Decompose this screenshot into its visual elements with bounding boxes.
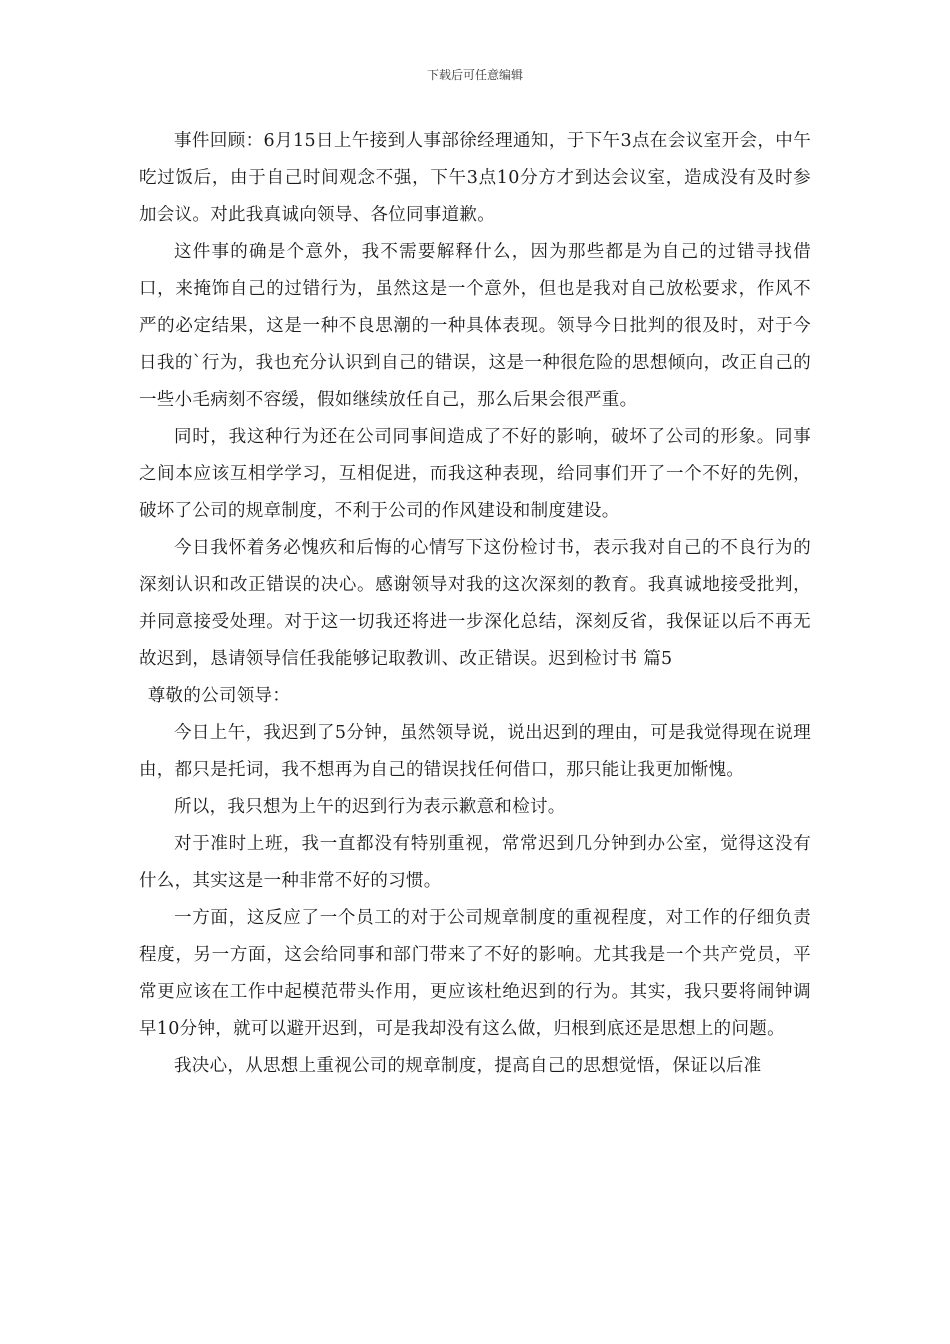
paragraph-bad-habit: 对于准时上班，我一直都没有特别重视，常常迟到几分钟到办公室，觉得这没有什么，其实这是一种非常不好的习惯。: [139, 834, 811, 891]
paragraph-no-excuse: 这件事的确是个意外，我不需要解释什么，因为那些都是为自己的过错寻找借口，来掩饰自己的过错行为，虽然这是一个意外，但也是我对自己放松要求，作风不严的必定结果，这是一种不良思潮的一种具体表现。领导今日批判的很及时，对于今日我的`行为，我也充分认识到自己的错误，这是一种很危险的思想倾向，改正自己的一些小毛病刻不容缓，假如继续放任自己，那么后果会很严重。: [139, 242, 811, 410]
paragraph-late-five-minutes: 今日上午，我迟到了5分钟，虽然领导说，说出迟到的理由，可是我觉得现在说理由，都只是托词，我不想再为自己的错误找任何借口，那只能让我更加惭愧。: [139, 723, 811, 780]
page-header: 下载后可任意编辑: [426, 68, 523, 82]
paragraph-apology: 所以，我只想为上午的迟到行为表示歉意和检讨。: [174, 797, 566, 817]
paragraph-determination: 今日我怀着务必愧疚和后悔的心情写下这份检讨书，表示我对自己的不良行为的深刻认识和改正错误的决心。感谢领导对我的这次深刻的教育。我真诚地接受批判，并同意接受处理。对于这一切我还将进一步深化总结，深刻反省，我保证以后不再无故迟到，恳请领导信任我能够记取教训、改正错误。迟到检讨书 篇5: [139, 538, 811, 669]
paragraph-bad-influence: 同时，我这种行为还在公司同事间造成了不好的影响，破坏了公司的形象。同事之间本应该互相学学习，互相促进，而我这种表现，给同事们开了一个不好的先例，破坏了公司的规章制度，不利于公司的作风建设和制度建设。: [139, 427, 811, 521]
paragraph-reflection: 一方面，这反应了一个员工的对于公司规章制度的重视程度，对工作的仔细负责程度，另一方面，这会给同事和部门带来了不好的影响。尤其我是一个共产党员，平常更应该在工作中起模范带头作用，更应该杜绝迟到的行为。其实，我只要将闹钟调早10分钟，就可以避开迟到，可是我却没有这么做，归根到底还是思想上的问题。: [139, 908, 811, 1039]
paragraph-resolution: 我决心，从思想上重视公司的规章制度，提高自己的思想觉悟，保证以后准: [174, 1056, 762, 1076]
salutation: 尊敬的公司领导：: [147, 686, 291, 706]
document-body: [139, 123, 811, 1085]
paragraph-incident-review: 事件回顾：6月15日上午接到人事部徐经理通知，于下午3点在会议室开会，中午吃过饭后，由于自己时间观念不强，下午3点10分方才到达会议室，造成没有及时参加会议。对此我真诚向领导、各位同事道歉。: [139, 131, 811, 225]
